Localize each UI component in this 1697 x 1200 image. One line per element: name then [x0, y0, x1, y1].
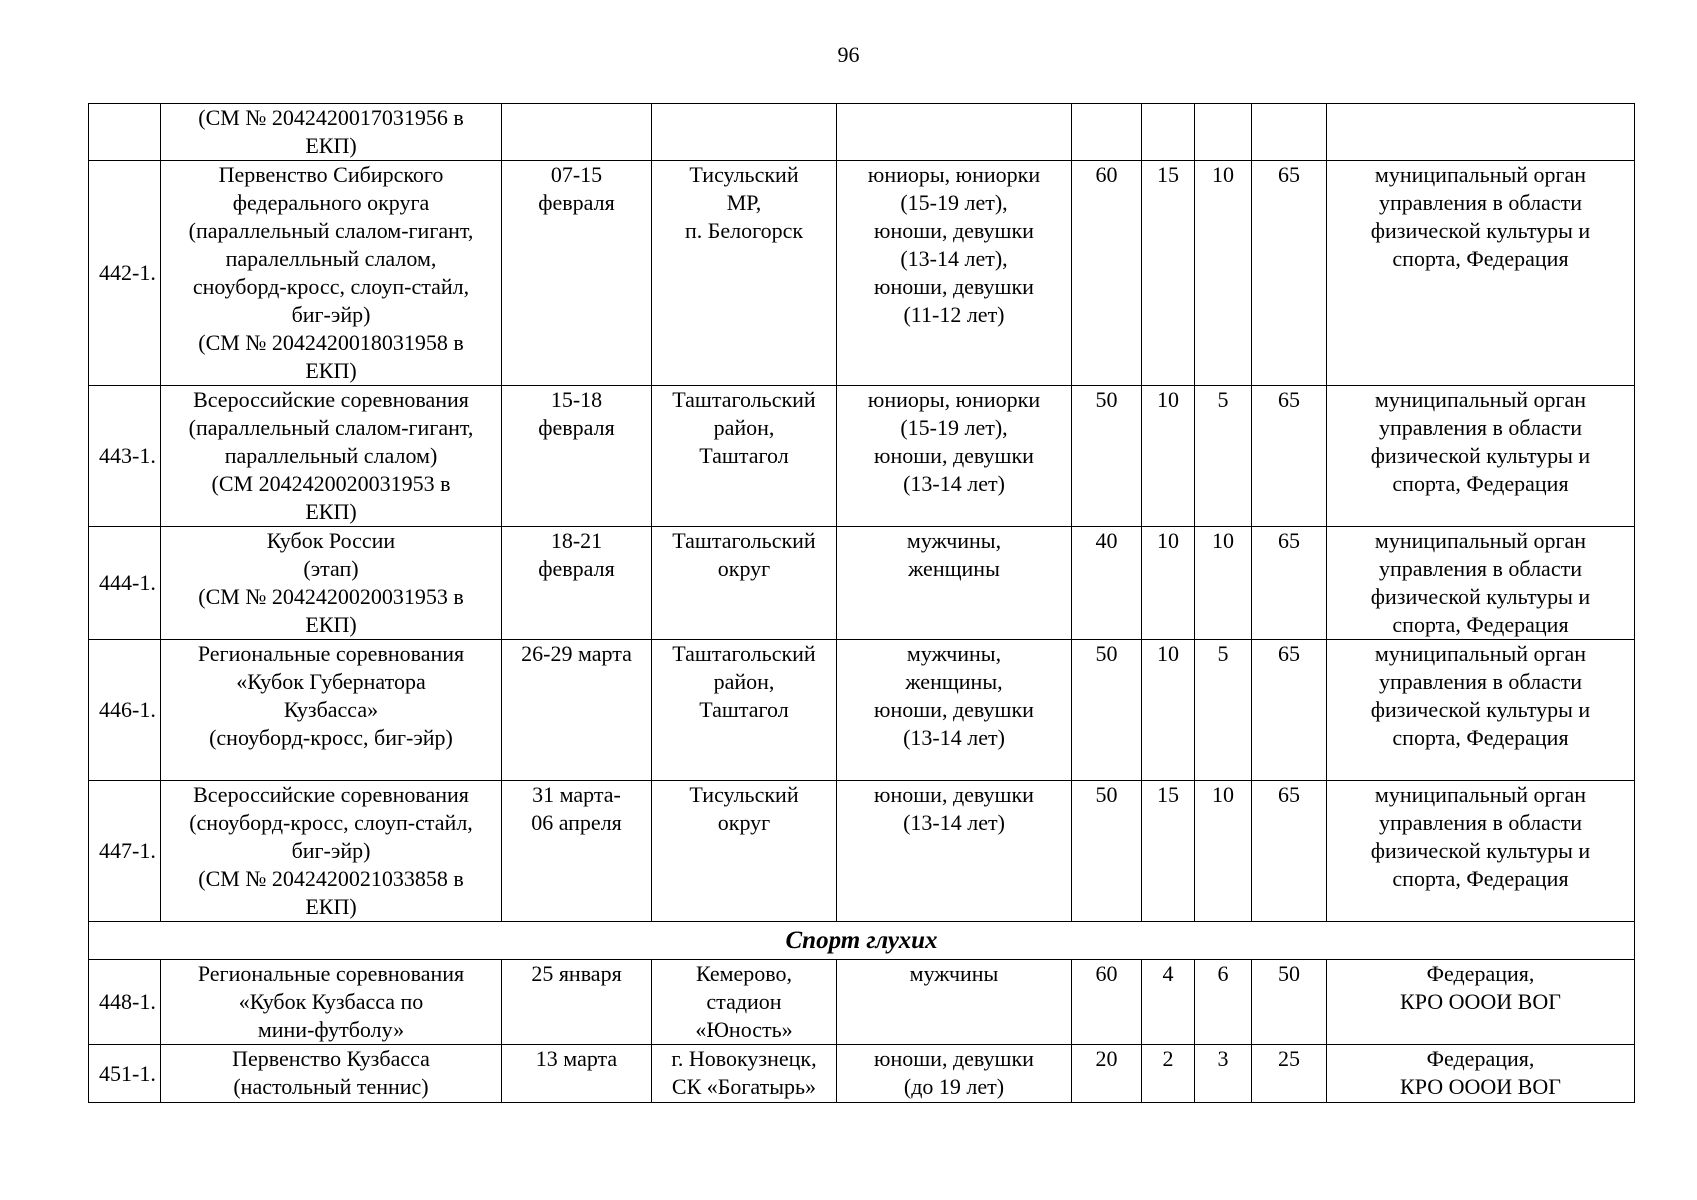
count-2: 10	[1142, 640, 1195, 781]
event-organizer: муниципальный орган управления в области физической культуры и спорта, Федерация	[1327, 527, 1635, 640]
event-name: Региональные соревнования «Кубок Губернатора Кузбасса» (сноуборд-кросс, биг-эйр)	[161, 640, 502, 781]
table-row	[89, 104, 1635, 161]
count-4: 25	[1252, 1045, 1327, 1103]
event-participants: мужчины, женщины	[837, 527, 1072, 640]
count-4: 65	[1252, 640, 1327, 781]
count-1: 60	[1072, 161, 1142, 386]
event-dates: 25 января	[502, 960, 652, 1045]
row-number	[89, 104, 161, 161]
count-1: 50	[1072, 781, 1142, 922]
event-name: Региональные соревнования «Кубок Кузбасса по мини-футболу»	[161, 960, 502, 1045]
row-number: 442-1.	[89, 161, 161, 386]
count-1: 20	[1072, 1045, 1142, 1103]
count-1: 40	[1072, 527, 1142, 640]
events-table	[88, 103, 1635, 1103]
event-dates: 31 марта- 06 апреля	[502, 781, 652, 922]
count-3	[1195, 104, 1252, 161]
count-3: 10	[1195, 161, 1252, 386]
page-number: 96	[837, 42, 860, 67]
event-place	[652, 104, 837, 161]
event-participants	[837, 104, 1072, 161]
event-dates: 13 марта	[502, 1045, 652, 1103]
table-row	[89, 781, 1635, 922]
event-organizer	[1327, 104, 1635, 161]
count-3: 3	[1195, 1045, 1252, 1103]
event-participants: мужчины, женщины, юноши, девушки (13-14 лет)	[837, 640, 1072, 781]
row-number: 443-1.	[89, 386, 161, 527]
count-4	[1252, 104, 1327, 161]
table-row	[89, 161, 1635, 386]
event-name: Первенство Сибирского федерального округа (параллельный слалом-гигант, паралелльный слалом, сноуборд-кросс, слоуп-стайл, биг-эйр) (СМ № 2042420018031958 в ЕКП)	[161, 161, 502, 386]
event-place: Таштагольский район, Таштагол	[652, 386, 837, 527]
event-dates	[502, 104, 652, 161]
row-number: 444-1.	[89, 527, 161, 640]
event-name: Кубок России (этап) (СМ № 2042420020031953 в ЕКП)	[161, 527, 502, 640]
event-participants: мужчины	[837, 960, 1072, 1045]
row-number: 447-1.	[89, 781, 161, 922]
count-4: 65	[1252, 161, 1327, 386]
count-2: 10	[1142, 386, 1195, 527]
count-2: 4	[1142, 960, 1195, 1045]
event-organizer: муниципальный орган управления в области физической культуры и спорта, Федерация	[1327, 640, 1635, 781]
count-4: 50	[1252, 960, 1327, 1045]
event-place: г. Новокузнецк, СК «Богатырь»	[652, 1045, 837, 1103]
event-dates: 18-21 февраля	[502, 527, 652, 640]
event-participants: юниоры, юниорки (15-19 лет), юноши, девушки (13-14 лет), юноши, девушки (11-12 лет)	[837, 161, 1072, 386]
count-3: 6	[1195, 960, 1252, 1045]
event-name: Всероссийские соревнования (сноуборд-кросс, слоуп-стайл, биг-эйр) (СМ № 2042420021033858 в ЕКП)	[161, 781, 502, 922]
count-3: 10	[1195, 527, 1252, 640]
event-participants: юниоры, юниорки (15-19 лет), юноши, девушки (13-14 лет)	[837, 386, 1072, 527]
count-3: 5	[1195, 386, 1252, 527]
count-2	[1142, 104, 1195, 161]
table-row	[89, 640, 1635, 781]
count-4: 65	[1252, 527, 1327, 640]
event-organizer: муниципальный орган управления в области физической культуры и спорта, Федерация	[1327, 386, 1635, 527]
event-name: Всероссийские соревнования (параллельный слалом-гигант, параллельный слалом) (СМ 2042420020031953 в ЕКП)	[161, 386, 502, 527]
table-row	[89, 960, 1635, 1045]
event-dates: 07-15 февраля	[502, 161, 652, 386]
count-2: 15	[1142, 781, 1195, 922]
count-4: 65	[1252, 781, 1327, 922]
event-participants: юноши, девушки (до 19 лет)	[837, 1045, 1072, 1103]
event-name: (СМ № 2042420017031956 в ЕКП)	[161, 104, 502, 161]
event-organizer: Федерация, КРО ОООИ ВОГ	[1327, 1045, 1635, 1103]
table-row	[89, 527, 1635, 640]
event-name: Первенство Кузбасса (настольный теннис)	[161, 1045, 502, 1103]
count-2: 2	[1142, 1045, 1195, 1103]
event-dates: 26-29 марта	[502, 640, 652, 781]
count-2: 15	[1142, 161, 1195, 386]
event-place: Таштагольский район, Таштагол	[652, 640, 837, 781]
row-number: 448-1.	[89, 960, 161, 1045]
section-row	[89, 922, 1635, 960]
event-place: Таштагольский округ	[652, 527, 837, 640]
count-1: 50	[1072, 386, 1142, 527]
section-title: Спорт глухих	[89, 922, 1635, 960]
event-organizer: Федерация, КРО ОООИ ВОГ	[1327, 960, 1635, 1045]
event-organizer: муниципальный орган управления в области физической культуры и спорта, Федерация	[1327, 161, 1635, 386]
event-dates: 15-18 февраля	[502, 386, 652, 527]
event-participants: юноши, девушки (13-14 лет)	[837, 781, 1072, 922]
event-place: Тисульский округ	[652, 781, 837, 922]
count-3: 5	[1195, 640, 1252, 781]
row-number: 446-1.	[89, 640, 161, 781]
count-3: 10	[1195, 781, 1252, 922]
count-4: 65	[1252, 386, 1327, 527]
event-organizer: муниципальный орган управления в области физической культуры и спорта, Федерация	[1327, 781, 1635, 922]
event-place: Кемерово, стадион «Юность»	[652, 960, 837, 1045]
event-place: Тисульский МР, п. Белогорск	[652, 161, 837, 386]
count-2: 10	[1142, 527, 1195, 640]
count-1: 60	[1072, 960, 1142, 1045]
table-row	[89, 386, 1635, 527]
table-row	[89, 1045, 1635, 1103]
row-number: 451-1.	[89, 1045, 161, 1103]
count-1: 50	[1072, 640, 1142, 781]
count-1	[1072, 104, 1142, 161]
